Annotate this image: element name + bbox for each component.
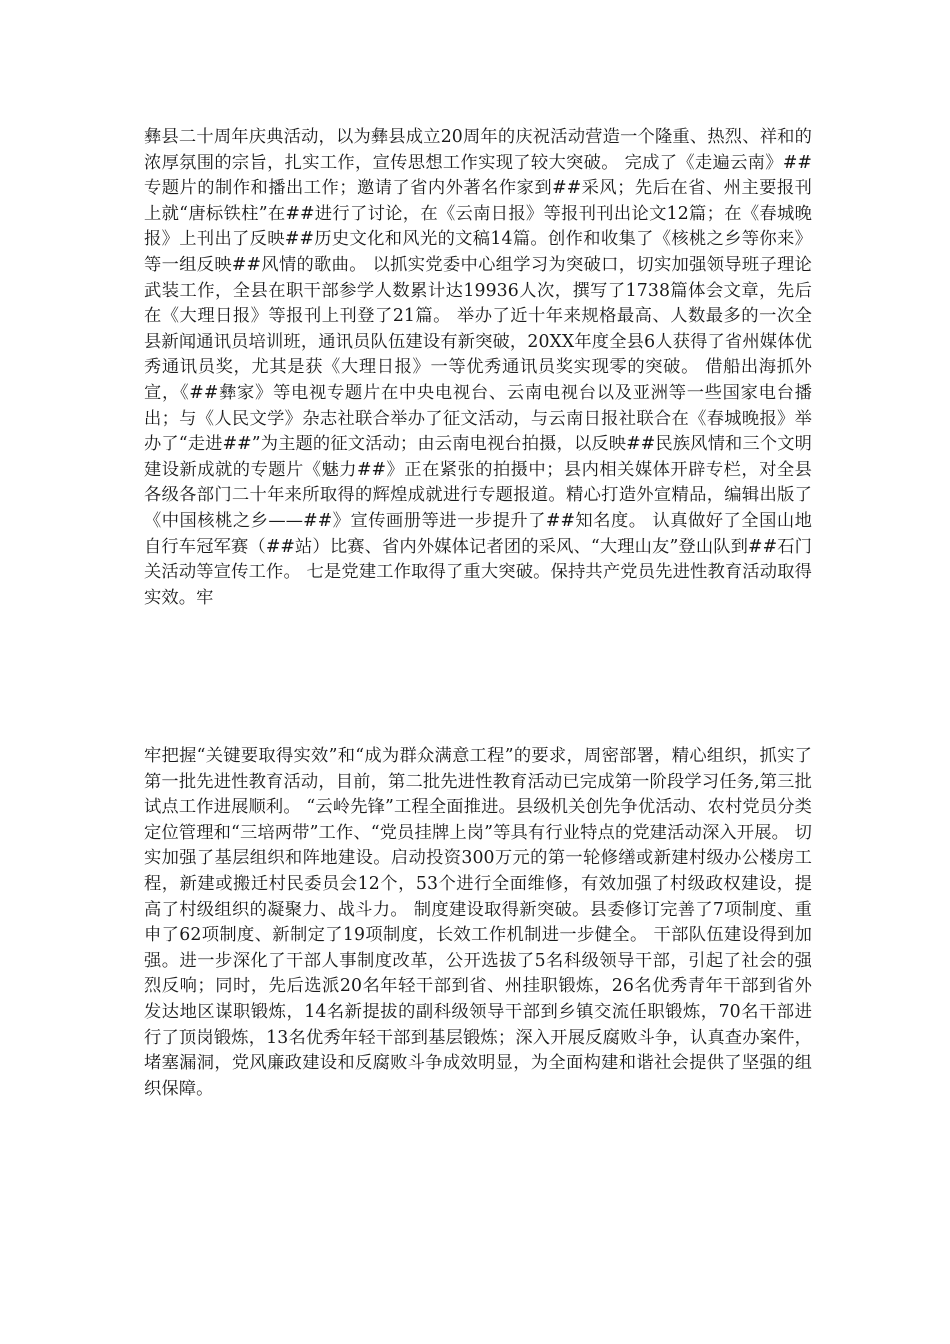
paragraph-publicity-work: 彝县二十周年庆典活动，以为彝县成立20周年的庆祝活动营造一个隆重、热烈、祥和的浓厚氛围的宗旨，扎实工作，宣传思想工作实现了较大突破。 完成了《走遍云南》##专题片的制作和播出工作；邀请了省内外著名作家到##采风；先后在省、州主要报刊上就“唐标铁柱”在##进行了讨论，在《云南日报》等报刊刊出论文12篇；在《春城晚报》上刊出了反映##历史文化和风光的文稿14篇。创作和收集了《核桃之乡等你来》等一组反映##风情的歌曲。 以抓实党委中心组学习为突破口，切实加强领导班子理论武装工作，全县在职干部参学人数累计达19936人次，撰写了1738篇体会文章，先后在《大理日报》等报刊上刊登了21篇。 举办了近十年来规格最高、人数最多的一次全县新闻通讯员培训班，通讯员队伍建设有新突破，20XX年度全县6人获得了省州媒体优秀通讯员奖，尤其是获《大理日报》一等优秀通讯员奖实现零的突破。 借船出海抓外宣，《##彝家》等电视专题片在中央电视台、云南电视台以及亚洲等一些国家电台播出；与《人民文学》杂志社联合举办了征文活动，与云南日报社联合在《春城晚报》举办了“走进##”为主题的征文活动；由云南电视台拍摄，以反映##民族风情和三个文明建设新成就的专题片《魅力##》正在紧张的拍摄中；县内相关媒体开辟专栏，对全县各级各部门二十年来所取得的辉煌成就进行专题报道。精心打造外宣精品，编辑出版了《中国核桃之乡——##》宣传画册等进一步提升了##知名度。 认真做好了全国山地自行车冠军赛（##站）比赛、省内外媒体记者团的采风、“大理山友”登山队到##石门关活动等宣传工作。 七是党建工作取得了重大突破。保持共产党员先进性教育活动取得实效。牢 <box>144 127 812 608</box>
paragraph-party-building: 牢把握“关键要取得实效”和“成为群众满意工程”的要求，周密部署，精心组织，抓实了第一批先进性教育活动，目前，第二批先进性教育活动已完成第一阶段学习任务,第三批试点工作进展顺利。 “云岭先锋”工程全面推进。县级机关创先争优活动、农村党员分类定位管理和“三培两带”工作、“党员挂牌上岗”等具有行业特点的党建活动深入开展。 切实加强了基层组织和阵地建设。启动投资300万元的第一轮修缮或新建村级办公楼房工程，新建或搬迁村民委员会12个，53个进行全面维修，有效加强了村级政权建设，提高了村级组织的凝聚力、战斗力。 制度建设取得新突破。县委修订完善了7项制度、重申了62项制度、新制定了19项制度，长效工作机制进一步健全。 干部队伍建设得到加强。进一步深化了干部人事制度改革，公开选拔了5名科级领导干部，引起了社会的强烈反响；同时，先后选派20名年轻干部到省、州挂职锻炼，26名优秀青年干部到省外发达地区谋职锻炼，14名新提拔的副科级领导干部到乡镇交流任职锻炼，70名干部进行了顶岗锻炼，13名优秀年轻干部到基层锻炼；深入开展反腐败斗争，认真查办案件，堵塞漏洞，党风廉政建设和反腐败斗争成效明显，为全面构建和谐社会提供了坚强的组织保障。 <box>144 746 812 1099</box>
